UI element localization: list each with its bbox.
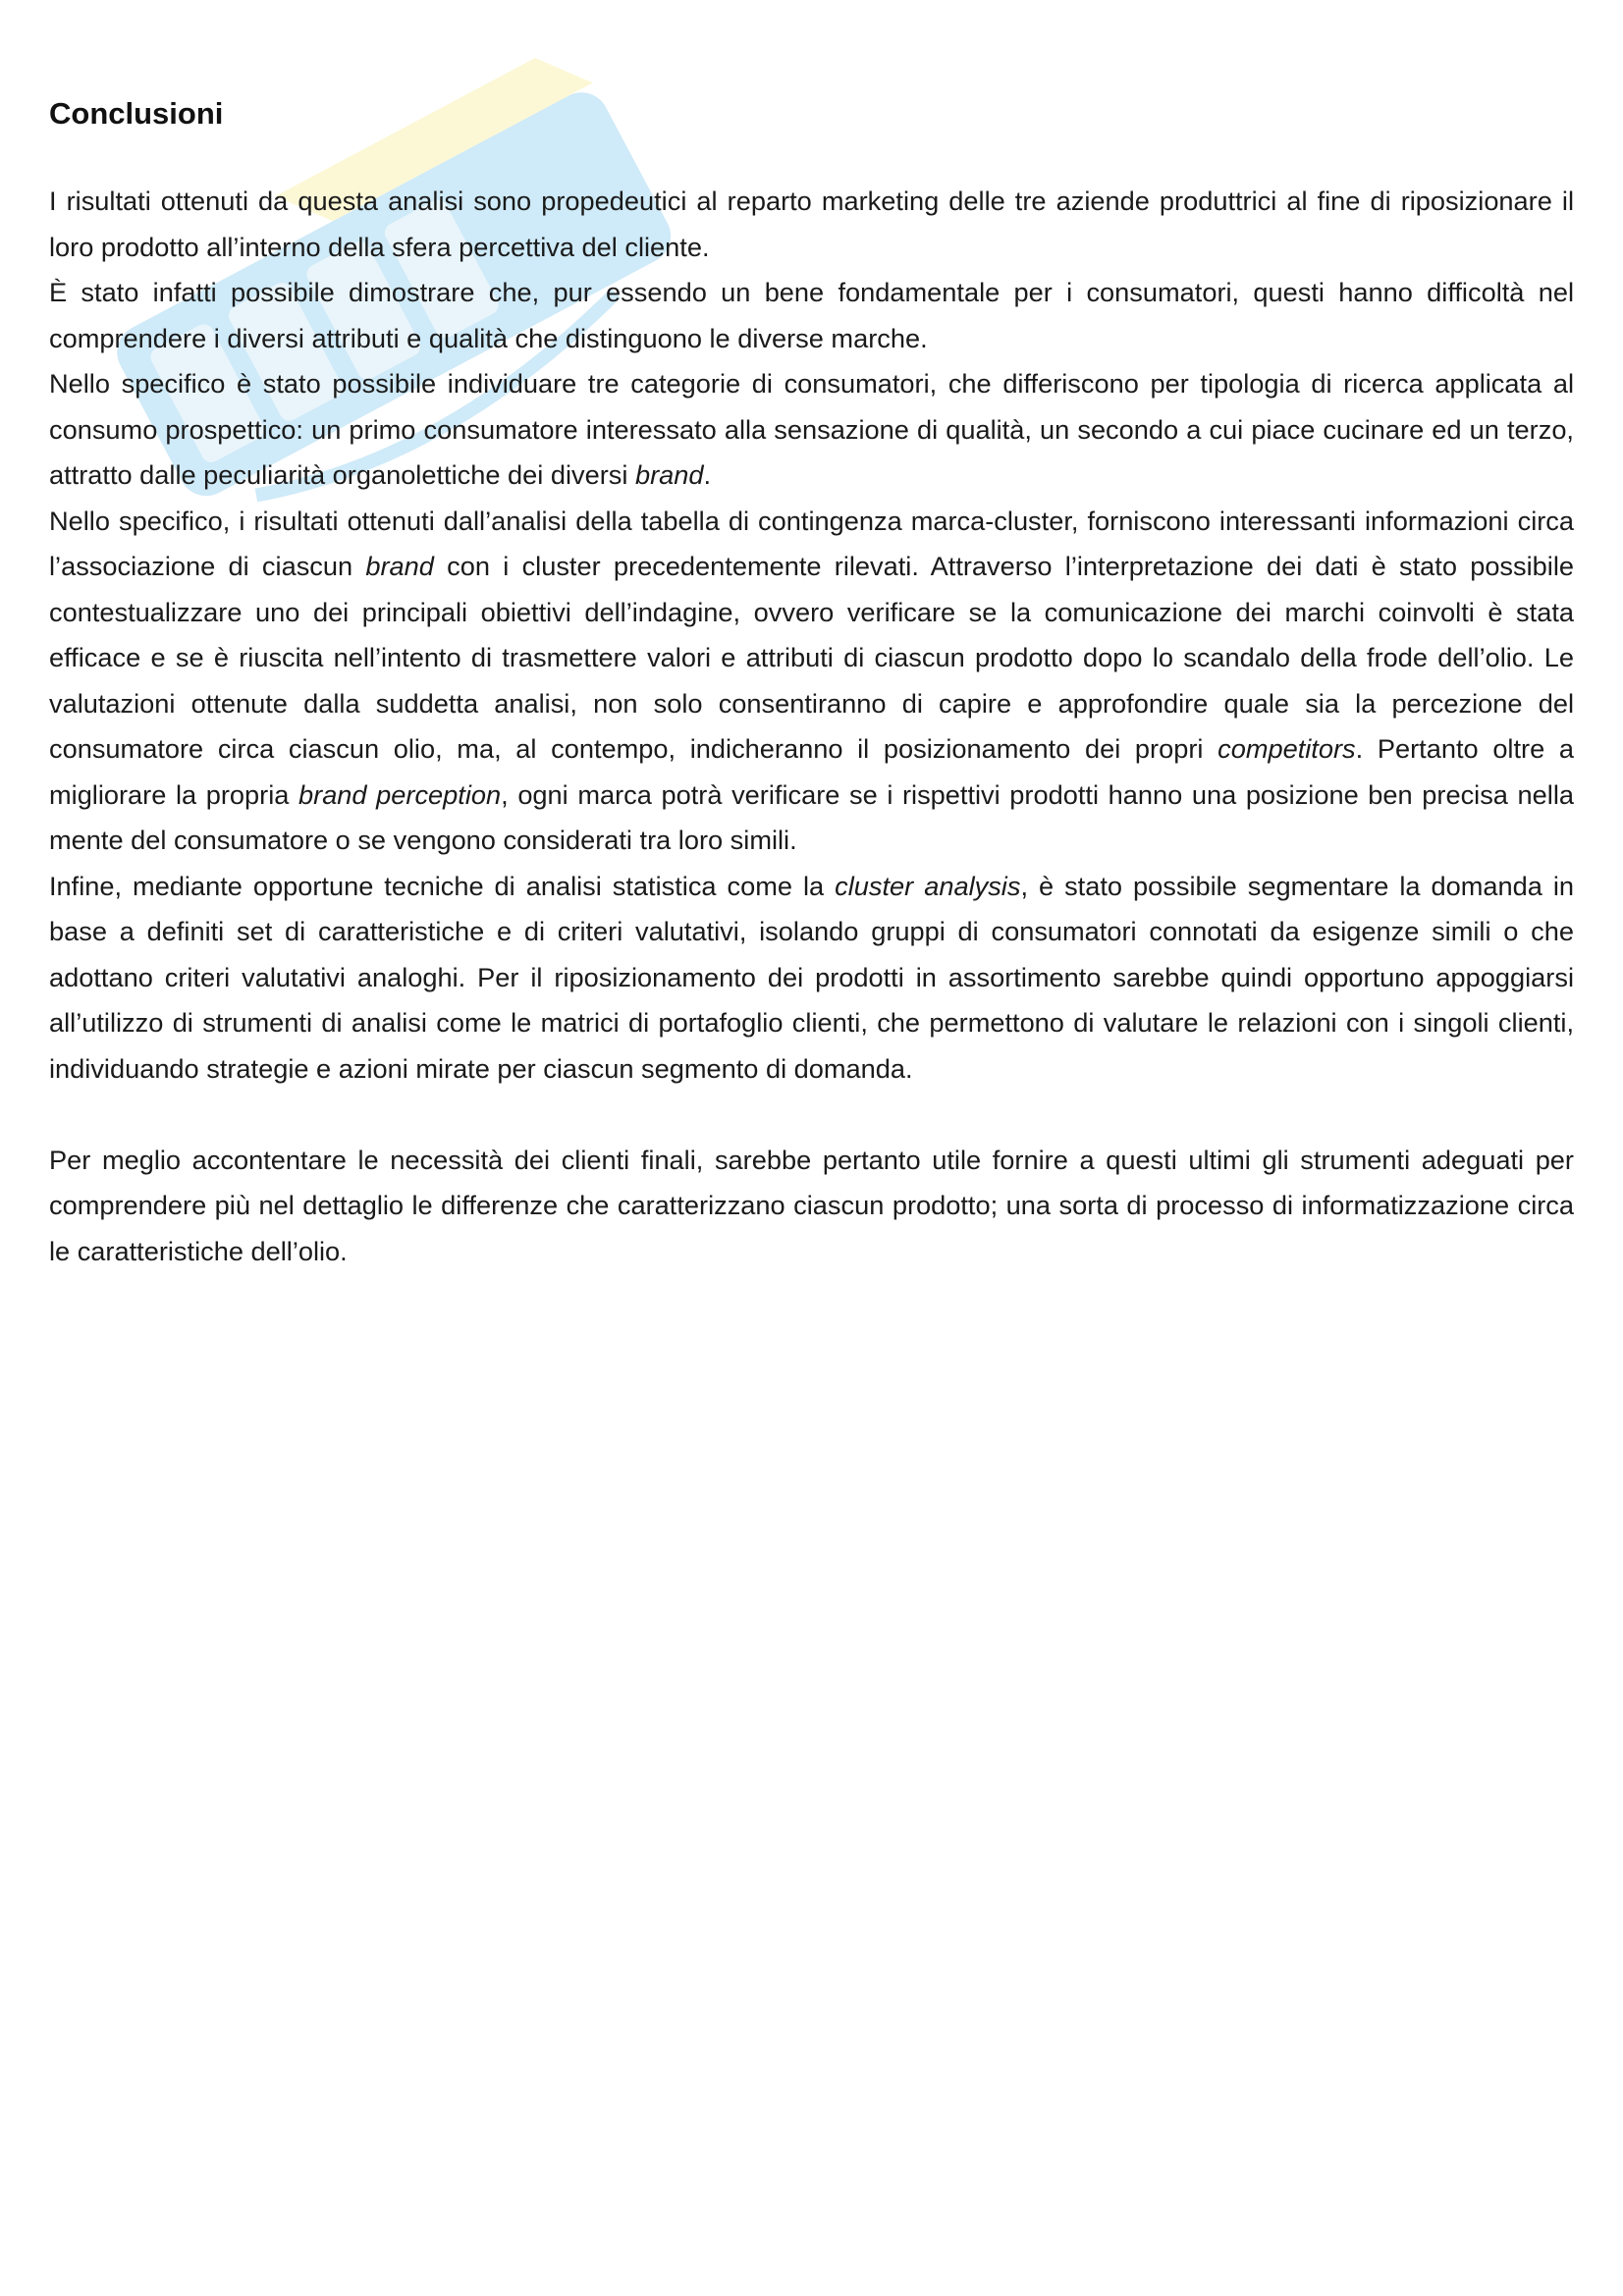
- body-paragraph: [49, 864, 1574, 1093]
- text-run: Nello specifico è stato possibile individuare tre categorie di consumatori, che differiscono per tipologia di ricerca applicata al consumo prospettico: un primo consumatore interessato alla sensazione di qualità, un secondo a cui piace cucinare ed un terzo, attratto dalle peculiarità organolettiche dei diversi: [49, 368, 1574, 490]
- body-paragraph: [49, 179, 1574, 270]
- italic-term: cluster analysis: [835, 870, 1021, 901]
- text-run: , è stato possibile segmentare la domanda in base a definiti set di caratteristiche e di criteri valutativi, isolando gruppi di consumatori connotati da esigenze simili o che adottano criteri valutativi analoghi. Per il riposizionamento dei prodotti in assortimento sarebbe quindi opportuno appoggiarsi all’utilizzo di strumenti di analisi come le matrici di portafoglio clienti, che permettono di valutare le relazioni con i singoli clienti, individuando strategie e azioni mirate per ciascun segmento di domanda.: [49, 870, 1575, 1084]
- text-run: Nello specifico, i risultati ottenuti dall’analisi della tabella di contingenza marca-cluster, forniscono interessanti informazioni circa l’associazione di ciascun: [49, 505, 1574, 581]
- page-title: Conclusioni: [49, 96, 224, 131]
- italic-term: competitors: [1217, 733, 1356, 764]
- body-paragraph: [49, 361, 1574, 499]
- document-body: [49, 179, 1574, 1274]
- text-run: I risultati ottenuti da questa analisi sono propedeutici al reparto marketing delle tre aziende produttrici al fine di riposizionare il loro prodotto all’interno della sfera percettiva del cliente.: [49, 186, 1574, 262]
- text-run: . Pertanto oltre a migliorare la propria: [49, 733, 1574, 810]
- body-paragraph: [49, 270, 1574, 361]
- text-run: .: [703, 459, 712, 490]
- text-run: Infine, mediante opportune tecniche di analisi statistica come la: [49, 870, 836, 901]
- body-paragraph: [49, 1138, 1574, 1275]
- text-run: con i cluster precedentemente rilevati. Attraverso l’interpretazione dei dati è stato possibile contestualizzare uno dei principali obiettivi dell’indagine, ovvero verificare se la comunicazione dei marchi coinvolti è stata efficace e se è riuscita nell’intento di trasmettere valori e attributi di ciascun prodotto dopo lo scandalo della frode dell’olio. Le valutazioni ottenute dalla suddetta analisi, non solo consentiranno di capire e approfondire quale sia la percezione del consumatore circa ciascun olio, ma, al contempo, indicheranno il posizionamento dei propri: [49, 551, 1574, 764]
- document-page: [49, 94, 1574, 1274]
- text-run: È stato infatti possibile dimostrare che, pur essendo un bene fondamentale per i consumatori, questi hanno difficoltà nel comprendere i diversi attributi e qualità che distinguono le diverse marche.: [49, 277, 1574, 353]
- italic-term: brand: [365, 551, 434, 581]
- italic-term: brand: [634, 459, 704, 490]
- italic-term: brand perception: [298, 778, 502, 810]
- text-run: , ogni marca potrà verificare se i rispettivi prodotti hanno una posizione ben precisa nella mente del consumatore o se vengono considerati tra loro simili.: [49, 778, 1574, 855]
- body-paragraph: [49, 499, 1574, 864]
- text-run: Per meglio accontentare le necessità dei clienti finali, sarebbe pertanto utile fornire a questi ultimi gli strumenti adeguati per comprendere più nel dettaglio le differenze che caratterizzano ciascun prodotto; una sorta di processo di informatizzazione circa le caratteristiche dell’olio.: [49, 1144, 1574, 1266]
